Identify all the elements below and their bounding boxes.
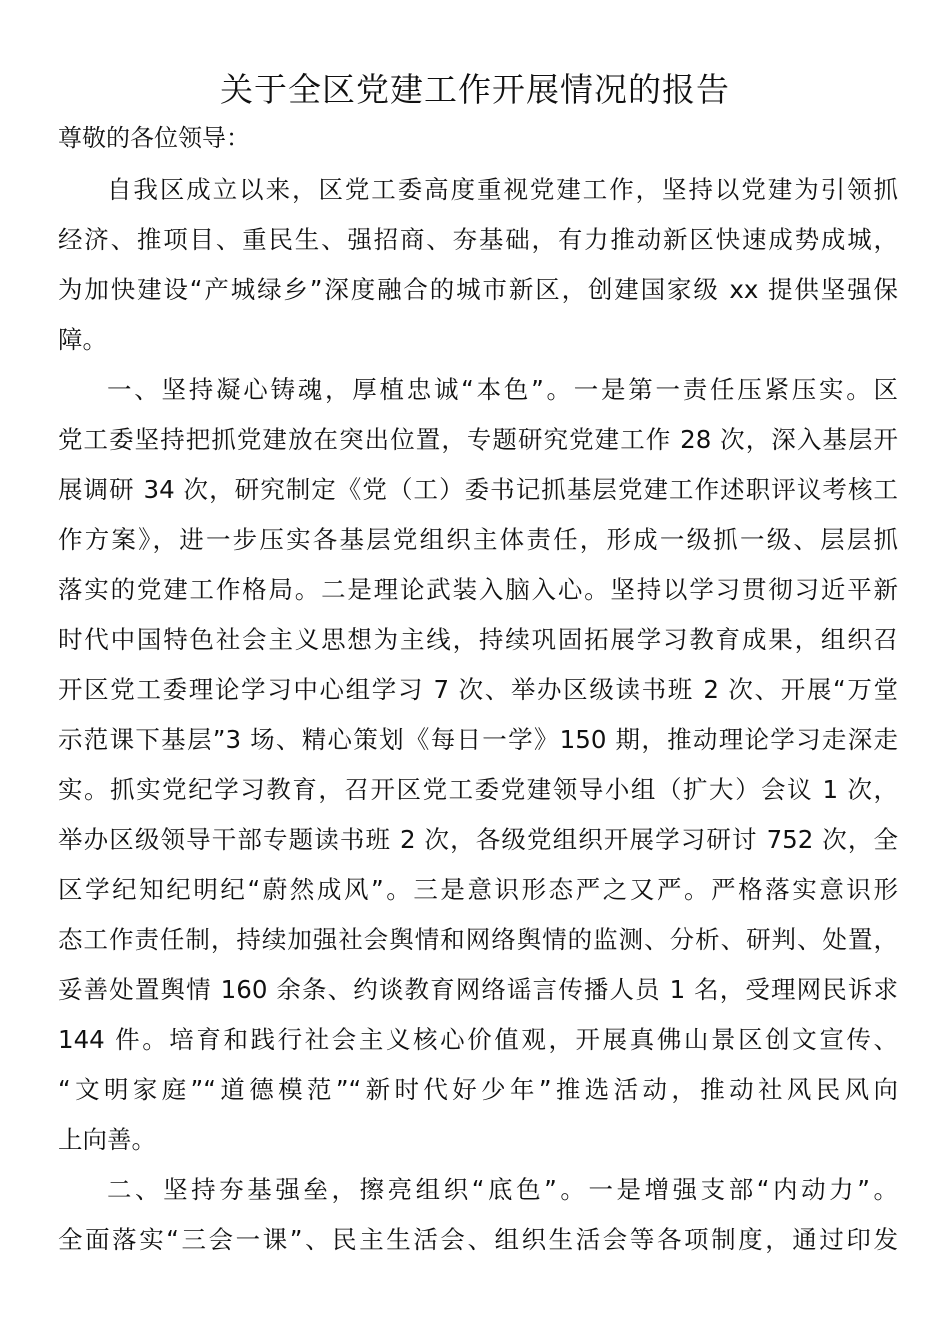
paragraph-line: 全面落实“三会一课”、民主生活会、组织生活会等各项制度，通过印发 <box>58 1225 898 1254</box>
paragraph-line: 144 件。培育和践行社会主义核心价值观，开展真佛山景区创文宣传、 <box>58 1025 898 1054</box>
paragraph-line: 为加快建设“产城绿乡”深度融合的城市新区，创建国家级 xx 提供坚强保 <box>58 275 898 304</box>
paragraph <box>58 1165 898 1265</box>
paragraph-line: 一、坚持凝心铸魂，厚植忠诚“本色”。一是第一责任压紧压实。区 <box>107 375 898 404</box>
paragraph-line: 展调研 34 次，研究制定《党（工）委书记抓基层党建工作述职评议考核工 <box>58 475 898 504</box>
salutation: 尊敬的各位领导： <box>58 124 250 152</box>
paragraph-line: 自我区成立以来，区党工委高度重视党建工作，坚持以党建为引领抓 <box>107 175 898 204</box>
document-title: 关于全区党建工作开展情况的报告 <box>220 70 730 109</box>
paragraph-line: 二、坚持夯基强垒，擦亮组织“底色”。一是增强支部“内动力”。 <box>107 1175 898 1204</box>
paragraph-line: 时代中国特色社会主义思想为主线，持续巩固拓展学习教育成果，组织召 <box>58 625 898 654</box>
paragraph-line: 作方案》，进一步压实各基层党组织主体责任，形成一级抓一级、层层抓 <box>58 525 898 554</box>
paragraph-line: 开区党工委理论学习中心组学习 7 次、举办区级读书班 2 次、开展“万堂 <box>58 675 898 704</box>
paragraph <box>58 365 898 1165</box>
document-body <box>58 165 898 1265</box>
paragraph-line: 举办区级领导干部专题读书班 2 次，各级党组织开展学习研讨 752 次，全 <box>58 825 898 854</box>
paragraph-line: 实。抓实党纪学习教育，召开区党工委党建领导小组（扩大）会议 1 次， <box>58 775 898 804</box>
paragraph-line: 区学纪知纪明纪“蔚然成风”。三是意识形态严之又严。严格落实意识形 <box>58 875 898 904</box>
paragraph-line: “文明家庭”“道德模范”“新时代好少年”推选活动，推动社风民风向 <box>58 1075 898 1104</box>
paragraph-line: 态工作责任制，持续加强社会舆情和网络舆情的监测、分析、研判、处置， <box>58 925 898 954</box>
paragraph-line: 党工委坚持把抓党建放在突出位置，专题研究党建工作 28 次，深入基层开 <box>58 425 898 454</box>
paragraph-line: 障。 <box>58 325 107 354</box>
paragraph-line: 落实的党建工作格局。二是理论武装入脑入心。坚持以学习贯彻习近平新 <box>58 575 898 604</box>
paragraph <box>58 165 898 365</box>
paragraph-line: 妥善处置舆情 160 余条、约谈教育网络谣言传播人员 1 名，受理网民诉求 <box>58 975 898 1004</box>
paragraph-line: 上向善。 <box>58 1125 156 1154</box>
paragraph-line: 经济、推项目、重民生、强招商、夯基础，有力推动新区快速成势成城， <box>58 225 898 254</box>
paragraph-line: 示范课下基层”3 场、精心策划《每日一学》150 期，推动理论学习走深走 <box>58 725 898 754</box>
